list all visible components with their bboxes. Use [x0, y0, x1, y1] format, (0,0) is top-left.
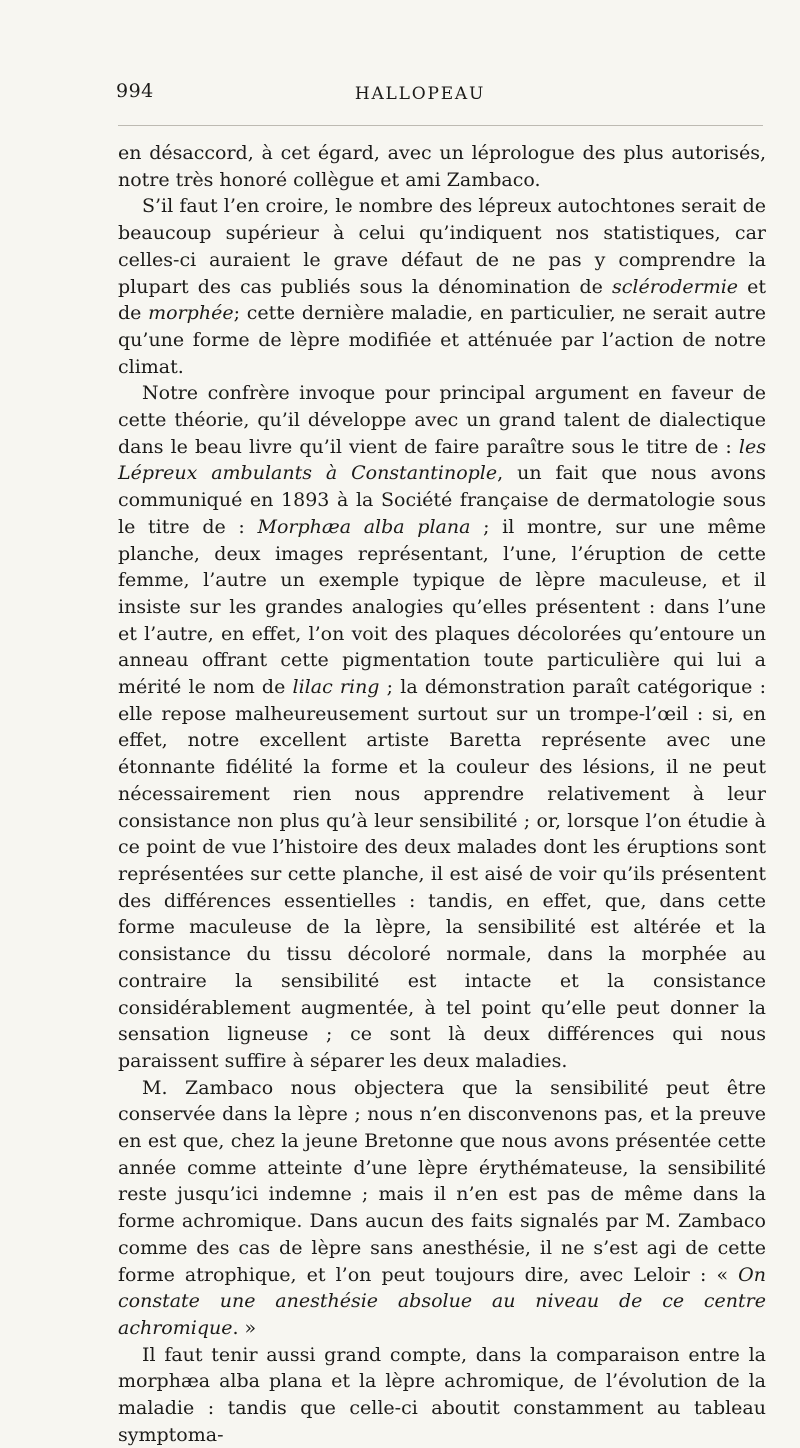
italic-text: sclérodermie: [611, 275, 739, 298]
body-text: [118, 140, 766, 1448]
text-run: , un fait que nous avons communiqué en 1893 à la Société française de dermatologie sous le titre de :: [118, 462, 767, 538]
running-head: HALLOPEAU: [354, 84, 486, 104]
page-number: 994: [116, 80, 154, 102]
text-run: ; la démonstration paraît catégorique : elle repose malheureusement surtout sur un trompe-l’œil : si, en effet, notre excellent artiste Baretta représente avec une étonnante fidélité la forme et la couleur des lésions, il ne peut nécessairement rien nous apprendre relativement à leur consistance non plus qu’à leur sensibilité ; or, lorsque l’on étudie à ce point de vue l’histoire des deux malades dont les éruptions sont représentées sur cette planche, il est aisé de voir qu’ils présentent des différences essentielles : tandis, en effet, que, dans cette forme maculeuse de la lèpre, la sensibilité est altérée et la consistance du tissu décoloré normale, dans la morphée au contraire la sensibilité est intacte et la consistance considérablement augmentée, à tel point qu’elle peut donner la sensation ligneuse ; ce sont là deux différences qui nous paraissent suffire à séparer les deux maladies.: [118, 676, 766, 1072]
italic-text: morphée: [148, 302, 234, 325]
text-run: Il faut tenir aussi grand compte, dans la comparaison entre la morphæa alba plana et la lèpre achromique, de l’évolution de la maladie : tandis que celle-ci aboutit constamment au tableau symptoma-: [118, 1343, 766, 1446]
italic-text: lilac ring: [292, 676, 380, 699]
paragraph: [118, 380, 766, 1074]
header-rule: [118, 125, 763, 126]
paragraph: [118, 1342, 766, 1448]
paragraph: [118, 193, 766, 380]
text-run: en désaccord, à cet égard, avec un léprologue des plus autorisés, notre très honoré collègue et ami Zambaco.: [118, 142, 766, 191]
italic-text: Morphæa alba plana: [257, 515, 471, 538]
text-run: . »: [232, 1316, 257, 1339]
text-run: ; cette dernière maladie, en particulier, ne serait autre qu’une forme de lèpre modifiée et atténuée par l’action de notre climat.: [118, 302, 766, 378]
text-run: M. Zambaco nous objectera que la sensibilité peut être conservée dans la lèpre ; nous n’en disconvenons pas, et la preuve en est que, chez la jeune Bretonne que nous avons présentée cette année comme atteinte d’une lèpre érythémateuse, la sensibilité reste jusqu’ici indemne ; mais il n’en est pas de même dans la forme achromique. Dans aucun des faits signalés par M. Zambaco comme des cas de lèpre sans anesthésie, il ne s’est agi de cette forme atrophique, et l’on peut toujours dire, avec Leloir : «: [118, 1076, 766, 1286]
italic-text: les Lépreux ambulants à Constantinople: [118, 435, 766, 485]
paragraph: [118, 140, 766, 193]
text-run: Notre confrère invoque pour principal argument en faveur de cette théorie, qu’il développe avec un grand talent de dialectique dans le beau livre qu’il vient de faire paraître sous le titre de :: [118, 382, 766, 458]
text-run: S’il faut l’en croire, le nombre des lépreux autochtones serait de beaucoup supérieur à celui qu’indiquent nos statistiques, car celles-ci auraient le grave défaut de ne pas y comprendre la plupart des cas publiés sous la dénomination de: [118, 195, 766, 298]
text-run: et de: [118, 275, 767, 325]
text-run: ; il montre, sur une même planche, deux images représentant, l’une, l’éruption de cette femme, l’autre un exemple typique de lèpre maculeuse, et il insiste sur les grandes analogies qu’elles présentent : dans l’une et l’autre, en effet, l’on voit des plaques décolorées qu’entoure un anneau offrant cette pigmentation toute particulière qui lui a mérité le nom de: [118, 515, 766, 699]
italic-text: On constate une anesthésie absolue au niveau de ce centre achromique: [118, 1263, 766, 1339]
paragraph: [118, 1075, 766, 1342]
